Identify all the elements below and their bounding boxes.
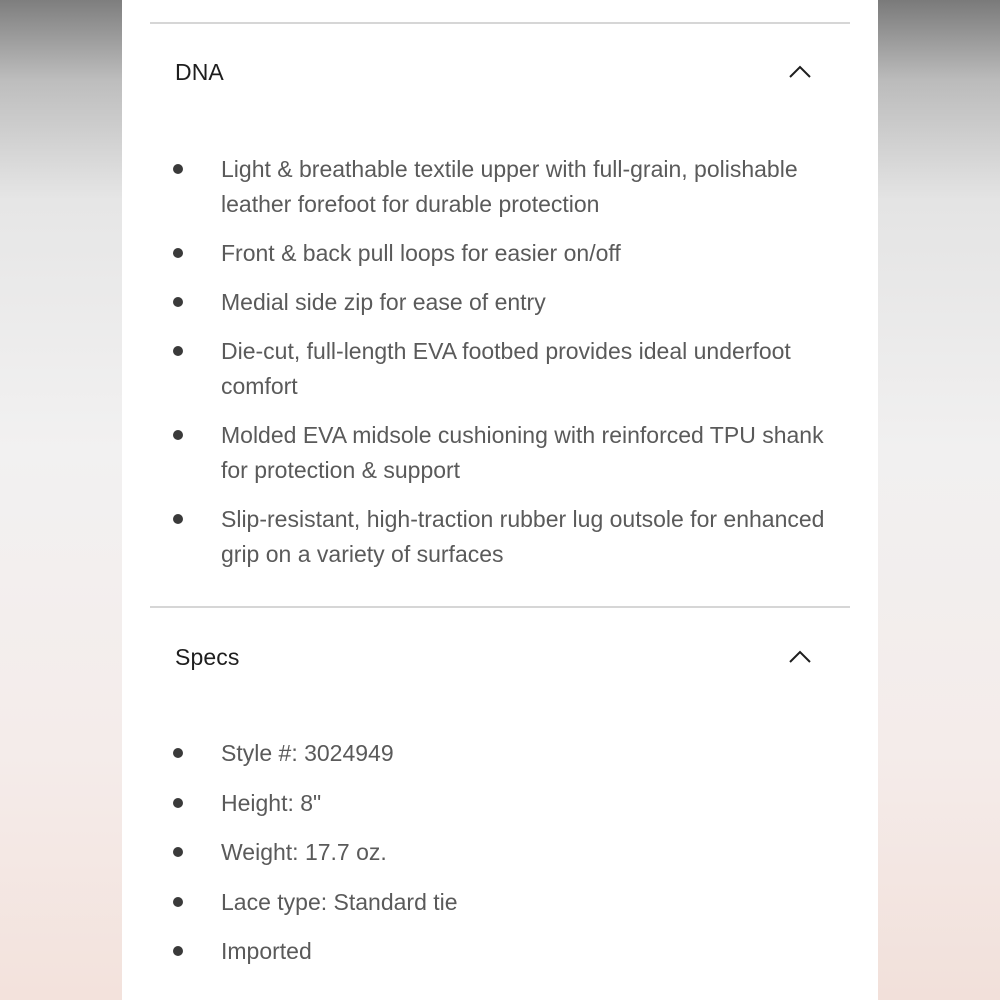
dna-section-title: DNA bbox=[175, 59, 224, 85]
dna-bullet-list bbox=[122, 152, 878, 586]
bullet-icon bbox=[173, 897, 183, 907]
bullet-icon bbox=[173, 946, 183, 956]
bullet-icon bbox=[173, 346, 183, 356]
list-item bbox=[122, 236, 878, 271]
list-item bbox=[122, 502, 878, 572]
list-item-text: Medial side zip for ease of entry bbox=[221, 289, 546, 315]
list-item bbox=[122, 334, 878, 404]
list-item-text: Molded EVA midsole cushioning with reinforced TPU shank for protection & support bbox=[221, 422, 824, 483]
right-background bbox=[878, 0, 1000, 1000]
bullet-icon bbox=[173, 297, 183, 307]
list-item-text: Lace type: Standard tie bbox=[221, 888, 458, 915]
list-item bbox=[122, 418, 878, 488]
specs-bullet-list bbox=[122, 736, 878, 984]
bullet-icon bbox=[173, 430, 183, 440]
bullet-icon bbox=[173, 248, 183, 258]
list-item-text: Style #: 3024949 bbox=[221, 740, 394, 766]
divider-middle bbox=[150, 606, 850, 608]
bullet-icon bbox=[173, 514, 183, 524]
divider-top bbox=[150, 22, 850, 24]
bullet-icon bbox=[173, 164, 183, 174]
list-item-text: Slip-resistant, high-traction rubber lug outsole for enhanced grip on a variety of surfaces bbox=[221, 506, 825, 567]
list-item-text: Front & back pull loops for easier on/off bbox=[221, 240, 621, 266]
list-item bbox=[122, 736, 878, 771]
list-item bbox=[122, 885, 878, 920]
product-details-panel bbox=[122, 0, 878, 1000]
list-item bbox=[122, 285, 878, 320]
chevron-up-icon[interactable] bbox=[788, 645, 812, 669]
list-item bbox=[122, 152, 878, 222]
list-item-text: Height: 8" bbox=[221, 789, 322, 816]
chevron-up-icon[interactable] bbox=[788, 60, 812, 84]
list-item-text: Light & breathable textile upper with full-grain, polishable leather forefoot for durable protection bbox=[221, 156, 798, 217]
list-item bbox=[122, 934, 878, 969]
list-item bbox=[122, 835, 878, 870]
bullet-icon bbox=[173, 847, 183, 857]
specs-section-title: Specs bbox=[175, 644, 240, 670]
bullet-icon bbox=[173, 798, 183, 808]
bullet-icon bbox=[173, 748, 183, 758]
list-item bbox=[122, 786, 878, 821]
list-item-text: Imported bbox=[221, 938, 312, 964]
left-background bbox=[0, 0, 122, 1000]
list-item-text: Weight: 17.7 oz. bbox=[221, 839, 387, 865]
list-item-text: Die-cut, full-length EVA footbed provides ideal underfoot comfort bbox=[221, 338, 791, 399]
